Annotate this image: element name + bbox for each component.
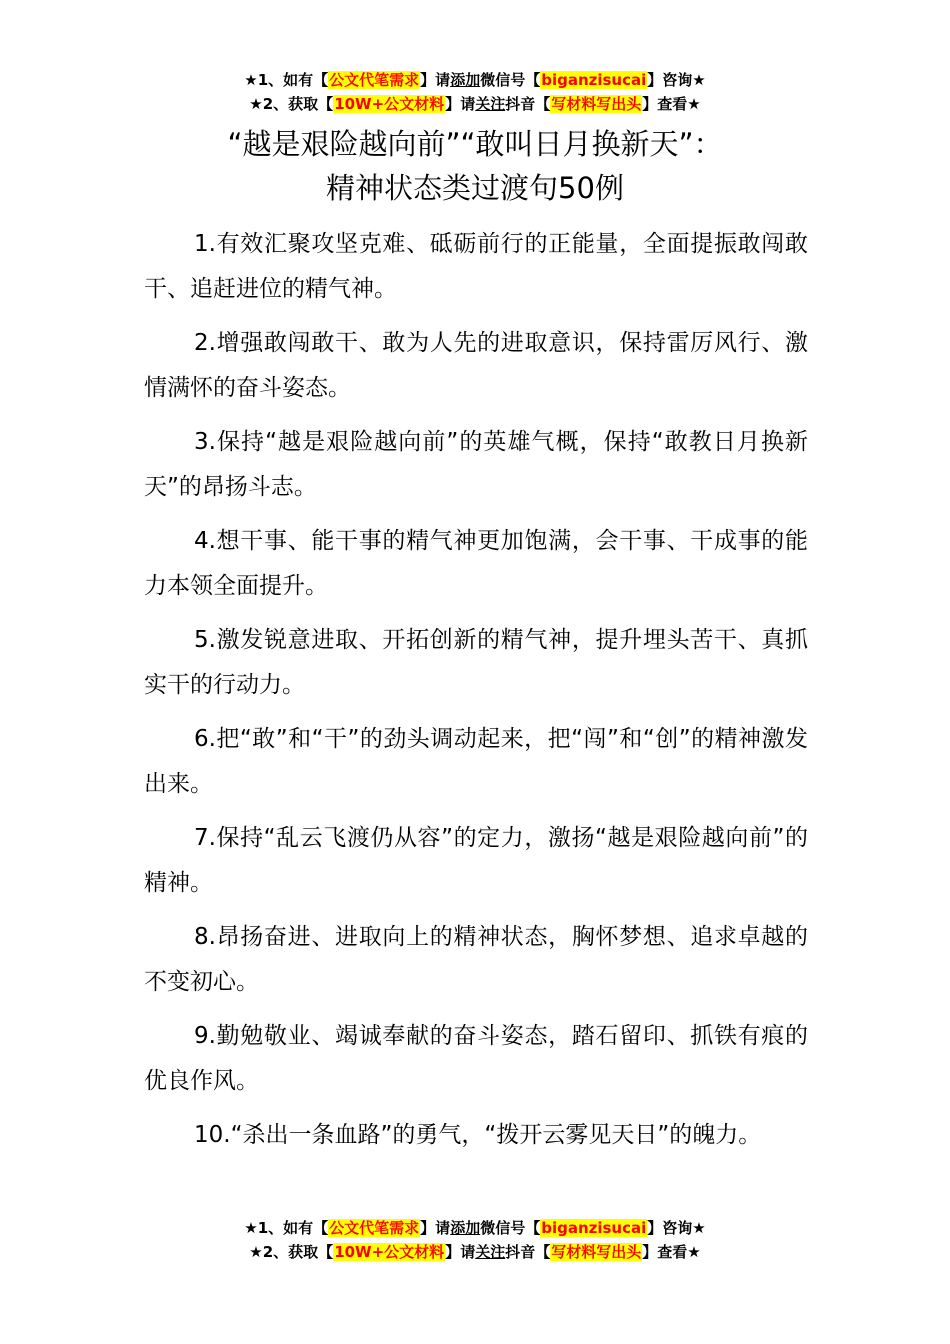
banner-highlight: biganzisucai (541, 71, 647, 89)
banner-text: 】查看★ (642, 95, 701, 113)
header-banner (0, 68, 950, 116)
banner-highlight: 公文代笔需求 (329, 1219, 420, 1237)
banner-line-2 (0, 1240, 950, 1264)
footer-banner (0, 1216, 950, 1264)
banner-underline: 添加 (450, 1219, 481, 1237)
banner-text: 】请 (445, 95, 476, 113)
paragraph: 1.有效汇聚攻坚克难、砥砺前行的正能量，全面提振敢闯敢干、追赶进位的精气神。 (144, 231, 808, 302)
banner-text: ★2、获取【 (249, 95, 334, 113)
banner-underline: 添加 (450, 71, 481, 89)
banner-text: 】请 (420, 1219, 451, 1237)
document-body (144, 222, 808, 1167)
paragraph: 3.保持“越是艰险越向前”的英雄气概，保持“敢教日月换新天”的昂扬斗志。 (144, 429, 808, 500)
paragraph: 2.增强敢闯敢干、敢为人先的进取意识，保持雷厉风行、激情满怀的奋斗姿态。 (144, 330, 808, 401)
banner-highlight: 写材料写出头 (551, 1243, 642, 1261)
banner-text: 抖音【 (505, 95, 551, 113)
paragraph: 9.勤勉敬业、竭诚奉献的奋斗姿态，踏石留印、抓铁有痕的优良作风。 (144, 1023, 808, 1094)
banner-line-2 (0, 92, 950, 116)
banner-text: 抖音【 (505, 1243, 551, 1261)
banner-highlight: 10W+公文材料 (334, 95, 445, 113)
banner-text: ★1、如有【 (244, 71, 329, 89)
paragraph: 8.昂扬奋进、进取向上的精神状态，胸怀梦想、追求卓越的不变初心。 (144, 924, 808, 995)
banner-highlight: 公文代笔需求 (329, 71, 420, 89)
paragraph: 5.激发锐意进取、开拓创新的精气神，提升埋头苦干、真抓实干的行动力。 (144, 627, 808, 698)
banner-text: 】咨询★ (647, 71, 706, 89)
document-title-line-2: 精神状态类过渡句50例 (326, 171, 624, 205)
paragraph: 10.“杀出一条血路”的勇气，“拨开云雾见天日”的魄力。 (194, 1122, 762, 1148)
banner-text: 】查看★ (642, 1243, 701, 1261)
paragraph: 6.把“敢”和“干”的劲头调动起来，把“闯”和“创”的精神激发出来。 (144, 726, 808, 797)
document-title-line-1: “越是艰险越向前”“敢叫日月换新天”： (227, 127, 723, 161)
paragraph: 7.保持“乱云飞渡仍从容”的定力，激扬“越是艰险越向前”的精神。 (144, 825, 808, 896)
banner-text: 】咨询★ (647, 1219, 706, 1237)
banner-text: ★1、如有【 (244, 1219, 329, 1237)
banner-text: 微信号【 (480, 71, 541, 89)
banner-text: ★2、获取【 (249, 1243, 334, 1261)
banner-underline: 关注 (475, 1243, 506, 1261)
banner-text: 】请 (420, 71, 451, 89)
banner-highlight: 写材料写出头 (551, 95, 642, 113)
banner-highlight: biganzisucai (541, 1219, 647, 1237)
banner-underline: 关注 (475, 95, 506, 113)
paragraph: 4.想干事、能干事的精气神更加饱满，会干事、干成事的能力本领全面提升。 (144, 528, 808, 599)
banner-highlight: 10W+公文材料 (334, 1243, 445, 1261)
banner-line-1 (0, 68, 950, 92)
banner-text: 微信号【 (480, 1219, 541, 1237)
banner-line-1 (0, 1216, 950, 1240)
banner-text: 】请 (445, 1243, 476, 1261)
